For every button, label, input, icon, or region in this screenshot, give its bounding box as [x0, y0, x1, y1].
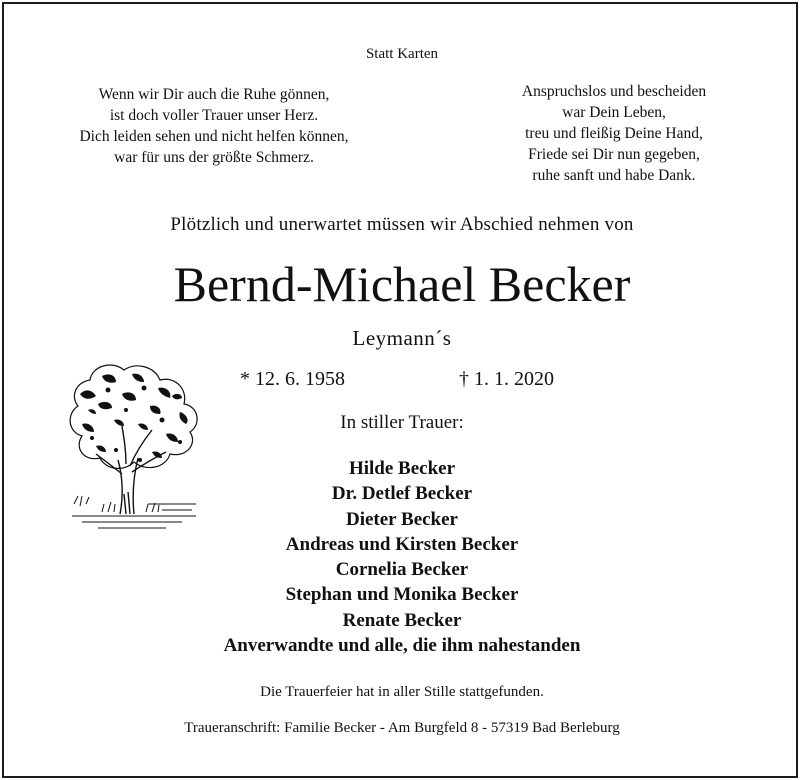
mourning-heading: In stiller Trauer: — [340, 412, 464, 433]
mourner-list — [4, 456, 800, 658]
poem-left — [24, 84, 404, 168]
mourner-name: Dieter Becker — [345, 508, 458, 530]
poem-left-line: ist doch voller Trauer unser Herz. — [109, 107, 319, 124]
deceased-nickname: Leymann´s — [352, 326, 452, 350]
obituary-notice — [2, 2, 798, 778]
poem-left-line: war für uns der größte Schmerz. — [114, 149, 314, 166]
poem-left-line: Wenn wir Dir auch die Ruhe gönnen, — [98, 86, 330, 103]
deceased-name: Bernd-Michael Becker — [173, 256, 631, 312]
ceremony-note: Die Trauerfeier hat in aller Stille stattgefunden. — [260, 684, 544, 700]
mourner-name: Dr. Detlef Becker — [331, 483, 473, 505]
poem-right — [424, 81, 800, 186]
mourner-name: Stephan und Monika Becker — [285, 584, 519, 606]
poem-right-line: Friede sei Dir nun gegeben, — [528, 146, 700, 163]
header-statt-karten: Statt Karten — [365, 46, 439, 62]
intro-text: Plötzlich und unerwartet müssen wir Abschied nehmen von — [170, 214, 634, 235]
poem-right-line: treu und fleißig Deine Hand, — [525, 125, 703, 142]
birth-date: * 12. 6. 1958 — [240, 368, 345, 390]
poem-right-line: Anspruchslos und bescheiden — [521, 83, 707, 100]
death-date: † 1. 1. 2020 — [459, 368, 554, 390]
mourner-name: Anverwandte und alle, die ihm nahestanden — [223, 635, 581, 657]
poem-right-line: ruhe sanft und habe Dank. — [532, 167, 696, 184]
poem-left-line: Dich leiden sehen und nicht helfen können, — [79, 128, 349, 145]
mourner-name: Renate Becker — [342, 609, 462, 631]
mourner-name: Andreas und Kirsten Becker — [285, 533, 519, 555]
mourner-name: Cornelia Becker — [335, 559, 469, 581]
poem-right-line: war Dein Leben, — [562, 104, 666, 121]
mourner-name: Hilde Becker — [348, 458, 456, 479]
mourning-address: Traueranschrift: Familie Becker - Am Burgfeld 8 - 57319 Bad Berleburg — [184, 720, 620, 736]
